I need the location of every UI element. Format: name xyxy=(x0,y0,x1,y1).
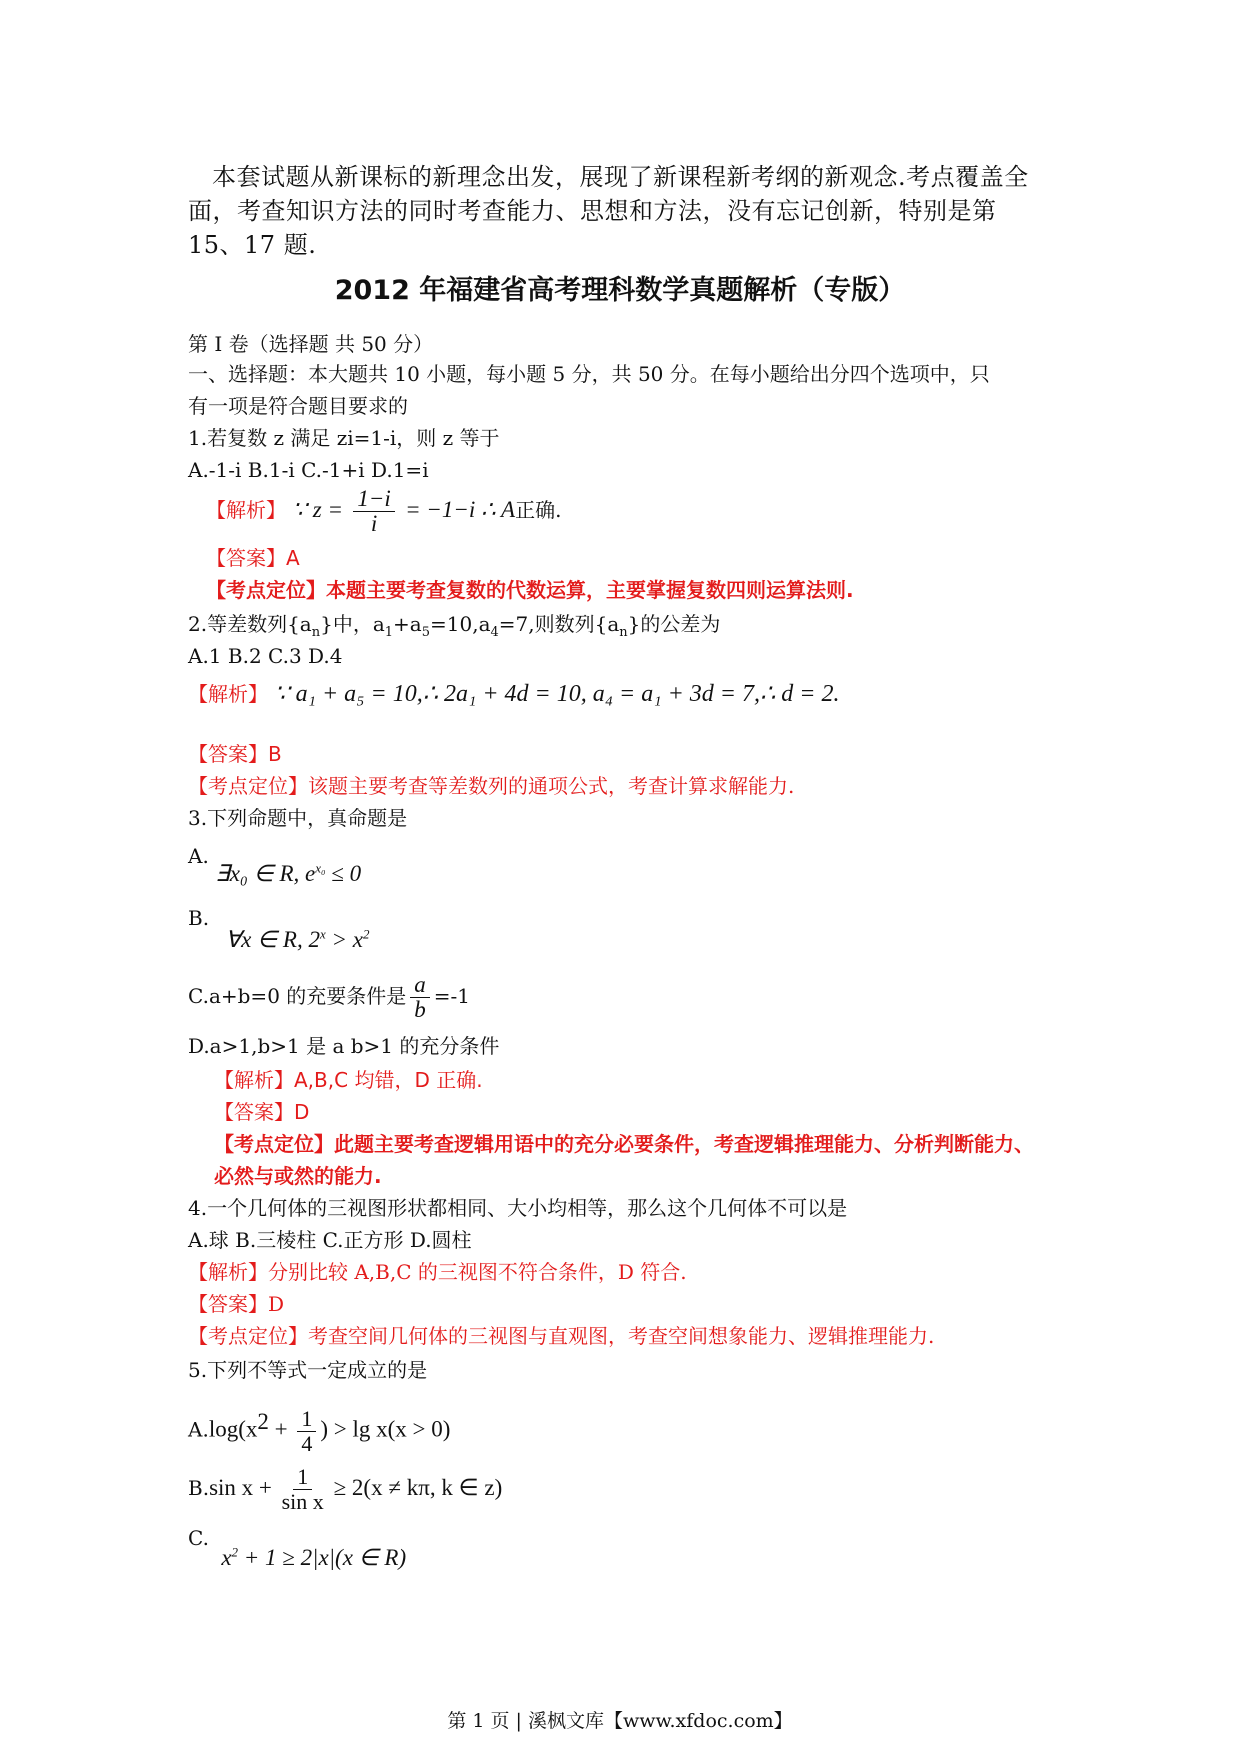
q2-stem-part: 2.等差数列{a xyxy=(188,612,312,636)
q3-c-prefix: C.a+b=0 的充要条件是 xyxy=(188,984,407,1008)
instructions-line-2: 有一项是符合题目要求的 xyxy=(188,394,408,418)
q1-answer-value: A xyxy=(286,546,300,570)
q3-point-line-1: 此题主要考查逻辑用语中的充分必要条件，考查逻辑推理能力、分析判断能力、 xyxy=(334,1132,1034,1156)
q1-answer xyxy=(206,544,300,572)
q3-b-math-main: ∀x ∈ R, 2 xyxy=(225,926,320,952)
q3-b-sup2: 2 xyxy=(362,926,370,941)
q5-a-den: 4 xyxy=(301,1430,313,1456)
part-heading: 第 I 卷（选择题 共 50 分） xyxy=(188,332,434,356)
q3-a-label: A. xyxy=(188,844,209,868)
q4-point xyxy=(188,1322,934,1350)
q2-stem-part: +a xyxy=(393,612,422,636)
q3-option-a xyxy=(188,842,362,886)
q2-analysis xyxy=(188,680,839,708)
q3-option-b xyxy=(188,904,370,952)
analysis-label: 【解析】 xyxy=(188,682,268,706)
q5-b-lhs: sin x + xyxy=(209,1475,278,1500)
q3-b-mid: > x xyxy=(325,926,363,952)
q2-options: A.1 B.2 C.3 D.4 xyxy=(188,644,343,668)
q5-c-sup: 2 xyxy=(231,1544,239,1559)
intro-paragraph xyxy=(188,160,1048,262)
q2-stem-part: =7,则数列{a xyxy=(498,612,620,636)
q5-c-math-1: x xyxy=(221,1544,232,1570)
q5-stem: 5.下列不等式一定成立的是 xyxy=(188,1358,428,1382)
q3-stem: 3.下列命题中，真命题是 xyxy=(188,806,408,830)
q2-sub: 5 xyxy=(421,625,431,640)
q2-sub: 1 xyxy=(384,625,394,640)
q5-b-den: sin x xyxy=(281,1489,324,1514)
q5-option-c xyxy=(188,1524,407,1570)
q1-fraction xyxy=(353,487,394,536)
analysis-label: 【解析】 xyxy=(206,498,286,522)
answer-label: 【答案】 xyxy=(188,742,268,766)
q3-b-sup: x xyxy=(319,926,326,941)
q1-options: A.-1-i B.1-i C.-1+i D.1=i xyxy=(188,458,429,482)
q3-option-c xyxy=(188,968,470,1024)
q2-point-text: 该题主要考查等差数列的通项公式，考查计算求解能力. xyxy=(308,774,795,798)
q5-a-plus: + xyxy=(268,1416,294,1442)
q5-a-fraction xyxy=(297,1407,316,1456)
q5-option-a xyxy=(188,1392,450,1460)
q3-option-d: D.a>1,b>1 是 a b>1 的充分条件 xyxy=(188,1034,500,1058)
q5-a-rhs: ) > lg x(x > 0) xyxy=(320,1416,451,1442)
q2-sub: 4 xyxy=(490,625,499,640)
q5-b-label: B. xyxy=(188,1476,210,1500)
instructions-line-1: 一、选择题：本大题共 10 小题，每小题 5 分，共 50 分。在每小题给出分四个选项中，只 xyxy=(188,362,990,386)
q1-point-text: 本题主要考查复数的代数运算，主要掌握复数四则运算法则. xyxy=(326,578,854,602)
q2-stem-part: }的公差为 xyxy=(627,612,721,636)
q2-answer-value: B xyxy=(268,742,282,766)
q1-analysis xyxy=(206,486,561,536)
q2-stem-part: }中，a xyxy=(320,612,385,636)
q3-a-tail: ≤ 0 xyxy=(325,860,362,886)
q1-math-rhs: = −1−i ∴ A xyxy=(405,497,516,522)
point-label: 【考点定位】 xyxy=(188,1324,308,1348)
q3-c-num: a xyxy=(410,973,430,998)
q5-b-fraction xyxy=(282,1465,324,1514)
q3-answer xyxy=(214,1098,309,1126)
point-label: 【考点定位】 xyxy=(206,578,326,602)
q3-c-den: b xyxy=(414,997,426,1022)
q4-point-text: 考查空间几何体的三视图与直观图，考查空间想象能力、逻辑推理能力. xyxy=(308,1324,935,1348)
q3-analysis xyxy=(214,1066,483,1094)
answer-label: 【答案】 xyxy=(214,1100,294,1124)
q5-a-lhs: log(x xyxy=(208,1416,258,1442)
intro-line-2: 面，考查知识方法的同时考查能力、思想和方法，没有忘记创新，特别是第 xyxy=(188,197,997,225)
q3-a-math xyxy=(215,861,361,886)
q1-stem: 1.若复数 z 满足 zi=1-i，则 z 等于 xyxy=(188,426,500,450)
analysis-label: 【解析】 xyxy=(214,1068,294,1092)
point-label: 【考点定位】 xyxy=(188,774,308,798)
q4-analysis xyxy=(188,1258,687,1286)
q3-c-suffix: =-1 xyxy=(433,984,471,1008)
q2-point xyxy=(188,772,794,800)
q4-stem: 4.一个几何体的三视图形状都相同、大小均相等，那么这个几何体不可以是 xyxy=(188,1196,848,1220)
q3-b-label: B. xyxy=(188,906,210,930)
q5-b-num: 1 xyxy=(293,1465,312,1490)
q5-c-math xyxy=(221,1545,406,1570)
q3-b-math xyxy=(225,927,369,952)
intro-line-1: 本套试题从新课标的新理念出发，展现了新课程新考纲的新观念.考点覆盖全 xyxy=(212,163,1029,191)
q1-point xyxy=(206,576,854,604)
q4-answer xyxy=(188,1290,284,1318)
q5-b-rhs: ≥ 2(x ≠ kπ, k ∈ z) xyxy=(327,1475,503,1500)
q3-c-fraction xyxy=(410,973,430,1022)
q1-frac-num: 1−i xyxy=(353,487,394,512)
q5-c-math-2: + 1 ≥ 2|x|(x ∈ R) xyxy=(238,1544,407,1570)
q4-analysis-text: 分别比较 A,B,C 的三视图不符合条件，D 符合. xyxy=(268,1260,687,1284)
intro-line-3: 15、17 题. xyxy=(188,231,317,259)
q5-a-sup: 2 xyxy=(257,1409,269,1434)
q2-answer xyxy=(188,740,282,768)
answer-label: 【答案】 xyxy=(188,1292,268,1316)
q3-point-line-2: 必然与或然的能力. xyxy=(214,1164,382,1188)
q3-analysis-text: A,B,C 均错，D 正确. xyxy=(294,1068,483,1092)
document-title: 2012 年福建省高考理科数学真题解析（专版） xyxy=(334,275,906,306)
q4-answer-value: D xyxy=(268,1292,285,1316)
q2-stem-part: =10,a xyxy=(430,612,491,636)
q3-answer-value: D xyxy=(294,1100,310,1124)
q5-a-num: 1 xyxy=(297,1407,316,1432)
q4-options: A.球 B.三棱柱 C.正方形 D.圆柱 xyxy=(188,1228,472,1252)
q2-sub: n xyxy=(311,625,321,640)
q2-sub: n xyxy=(619,625,628,640)
analysis-label: 【解析】 xyxy=(188,1260,268,1284)
answer-label: 【答案】 xyxy=(206,546,286,570)
q3-a-sup: x₀ xyxy=(315,860,326,875)
q2-analysis-math: ∵ a₁ + a₅ = 10,∴ 2a₁ + 4d = 10, a₄ = a₁ + 3d = 7,∴ d = 2. xyxy=(274,681,840,707)
point-label: 【考点定位】 xyxy=(214,1132,334,1156)
q5-option-b xyxy=(188,1458,502,1518)
page-footer: 第 1 页 | 溪枫文库【www.xfdoc.com】 xyxy=(447,1710,793,1732)
q1-analysis-tail: 正确. xyxy=(515,498,562,522)
q1-frac-den: i xyxy=(370,511,378,536)
q3-a-math-main: ∃x₀ ∈ R, e xyxy=(215,860,316,886)
q5-c-label: C. xyxy=(188,1526,209,1550)
q1-math-lhs: ∵ z = xyxy=(292,497,343,522)
q3-point xyxy=(214,1130,1034,1158)
q5-a-label: A. xyxy=(188,1417,209,1442)
